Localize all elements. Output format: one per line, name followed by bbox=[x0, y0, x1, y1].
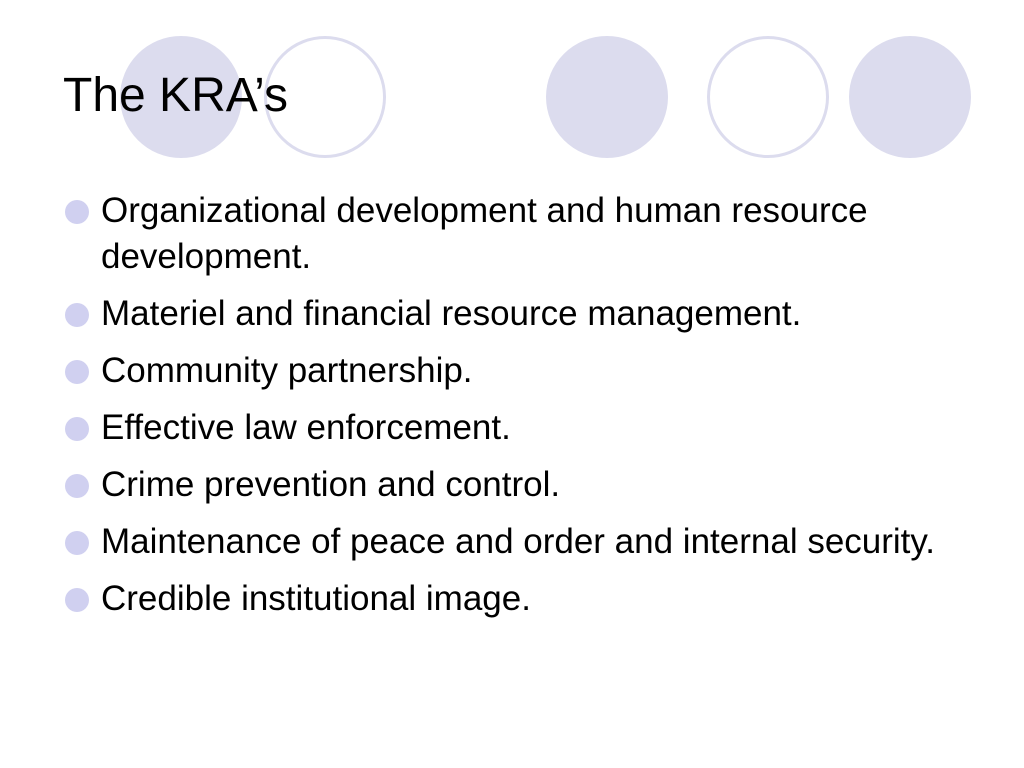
bullet-item bbox=[64, 188, 964, 280]
bullet-item bbox=[64, 576, 964, 622]
decorative-circle-filled bbox=[546, 36, 668, 158]
bullet-item bbox=[64, 462, 964, 508]
bullet-text: Credible institutional image. bbox=[101, 579, 531, 618]
bullet-text: Materiel and financial resource management. bbox=[101, 294, 802, 333]
bullet-text: Community partnership. bbox=[101, 351, 473, 390]
bullet-dot-icon bbox=[65, 200, 89, 224]
bullet-list bbox=[64, 188, 964, 633]
slide-title: The KRA’s bbox=[63, 69, 288, 122]
bullet-item bbox=[64, 291, 964, 337]
bullet-item bbox=[64, 519, 964, 565]
decorative-circle-filled bbox=[849, 36, 971, 158]
bullet-dot-icon bbox=[65, 360, 89, 384]
bullet-item bbox=[64, 405, 964, 451]
bullet-dot-icon bbox=[65, 417, 89, 441]
bullet-text: Maintenance of peace and order and internal security. bbox=[101, 522, 936, 561]
bullet-text: Organizational development and human resource development. bbox=[101, 191, 868, 276]
bullet-dot-icon bbox=[65, 531, 89, 555]
bullet-text: Effective law enforcement. bbox=[101, 408, 511, 447]
bullet-text: Crime prevention and control. bbox=[101, 465, 561, 504]
bullet-item bbox=[64, 348, 964, 394]
decorative-circle-outline bbox=[707, 36, 829, 158]
bullet-dot-icon bbox=[65, 588, 89, 612]
bullet-dot-icon bbox=[65, 474, 89, 498]
bullet-dot-icon bbox=[65, 303, 89, 327]
